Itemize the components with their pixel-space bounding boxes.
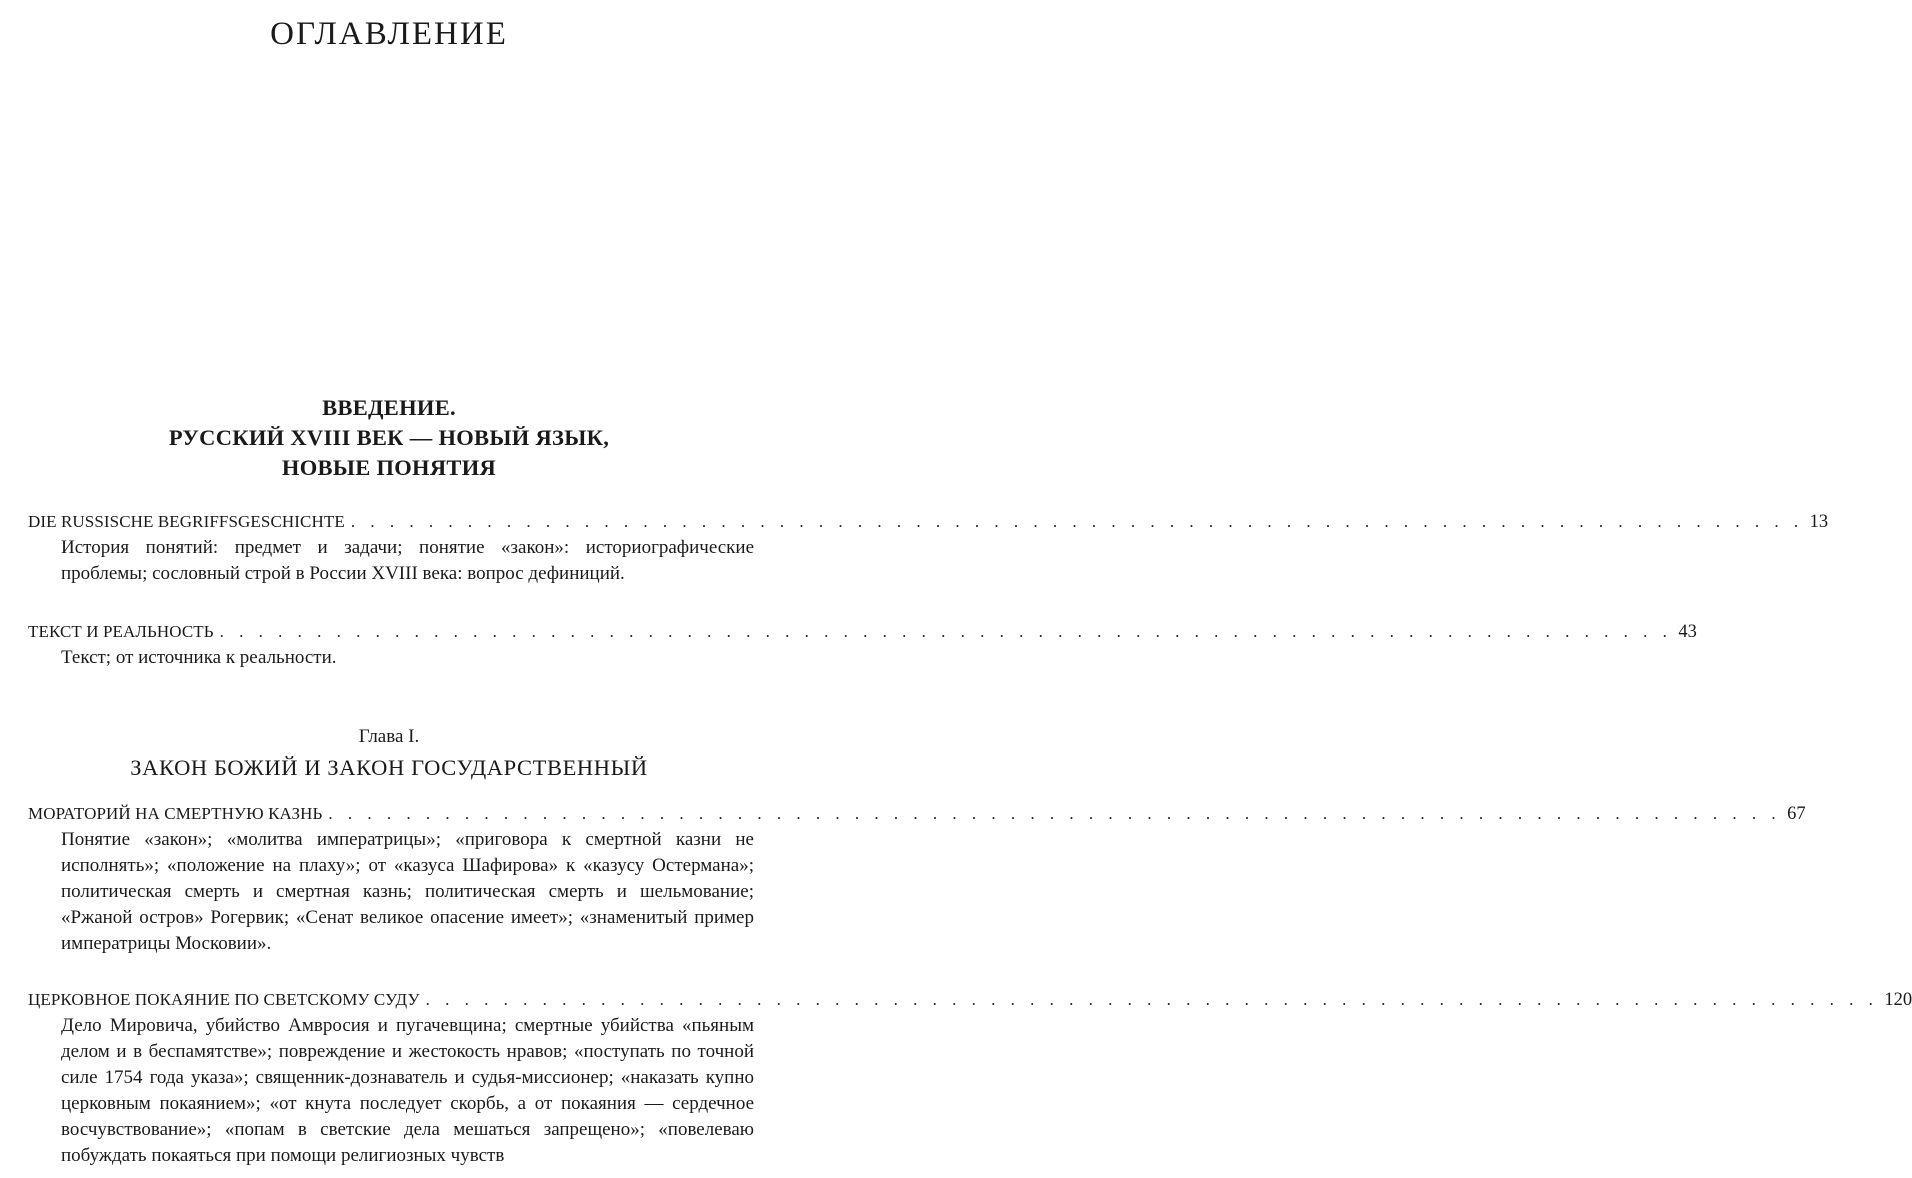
toc-entry (28, 509, 1829, 587)
toc-entry-page-number: 67 (1787, 804, 1806, 824)
toc-entry-page-number: 13 (1809, 512, 1829, 532)
introduction-heading-line: ВВЕДЕНИЕ. (322, 395, 456, 420)
toc-entry (28, 987, 1912, 1169)
chapter-title: ЗАКОН БОЖИЙ И ЗАКОН ГОСУДАРСТВЕННЫЙ (130, 755, 648, 780)
toc-entry-title: DIE RUSSISCHE BEGRIFFSGESCHICHTE (28, 512, 345, 531)
chapter-heading (0, 723, 778, 783)
page-title: ОГЛАВЛЕНИЕ (270, 16, 508, 52)
toc-entry-description: Текст; от источника к реальности. (61, 647, 337, 668)
toc-entry (28, 619, 1697, 671)
toc-entry-title: ТЕКСТ И РЕАЛЬНОСТЬ (28, 622, 214, 641)
dot-leader: . . . . . . . . . . . . . . . . . . . . . . . . . . . . . . . . . . . . . . . . . . . . . . . . . . . . . . . . . . . . . . . . . . . . . . . . . . . (219, 622, 1673, 641)
toc-entry-title: ЦЕРКОВНОЕ ПОКАЯНИЕ ПО СВЕТСКОМУ СУДУ (28, 990, 420, 1009)
toc-entry-title: МОРАТОРИЙ НА СМЕРТНУЮ КАЗНЬ (28, 804, 323, 823)
chapter-label: Глава I. (358, 726, 420, 747)
introduction-heading-line: РУССКИЙ XVIII ВЕК — НОВЫЙ ЯЗЫК, (168, 425, 610, 450)
introduction-heading-line: НОВЫЕ ПОНЯТИЯ (281, 455, 497, 480)
dot-leader: . . . . . . . . . . . . . . . . . . . . . . . . . . . . . . . . . . . . . . . . . . . . . . . . . . . . . . . . . . . . . . . . . . . . . . . . . . . (425, 990, 1879, 1009)
toc-entry-header (28, 509, 1829, 535)
toc-entry-description: История понятий: предмет и задачи; понятие «закон»: историографические проблемы; сословный строй в России XVIII века: вопрос дефиниций. (61, 537, 754, 584)
toc-entry (28, 801, 1806, 957)
toc-entry-header (28, 987, 1912, 1013)
introduction-heading (0, 393, 778, 483)
dot-leader: . . . . . . . . . . . . . . . . . . . . . . . . . . . . . . . . . . . . . . . . . . . . . . . . . . . . . . . . . . . . . . . . . . . . . . . . . . . (328, 804, 1782, 823)
toc-entry-page-number: 43 (1678, 622, 1697, 642)
toc-entry-page-number: 120 (1884, 990, 1912, 1010)
toc-entry-header (28, 801, 1806, 827)
toc-entry-header (28, 619, 1697, 645)
toc-entry-description: Понятие «закон»; «молитва императрицы»; «приговора к смертной казни не исполнять»; «положение на плаху»; от «казуса Шафирова» к «казусу Остермана»; политическая смерть и смертная казнь; политическая смерть и шельмование; «Ржаной остров» Рогервик; «Сенат великое опасение имеет»; «знаменитый пример императрицы Московии». (61, 829, 754, 954)
dot-leader: . . . . . . . . . . . . . . . . . . . . . . . . . . . . . . . . . . . . . . . . . . . . . . . . . . . . . . . . . . . . . . . . . . . . . . . . . . . (350, 512, 1804, 531)
toc-entry-description: Дело Мировича, убийство Амвросия и пугачевщина; смертные убийства «пьяным делом и в беспамятстве»; повреждение и жестокость нравов; «поступать по точной силе 1754 года указа»; священник-дознаватель и судья-миссионер; «наказать купно церковным покаянием»; «от кнута последует скорбь, а от покаяния — сердечное восчувствование»; «попам в светские дела мешаться запрещено»; «повелеваю побуждать покаяться при помощи религиозных чувств (61, 1015, 754, 1166)
